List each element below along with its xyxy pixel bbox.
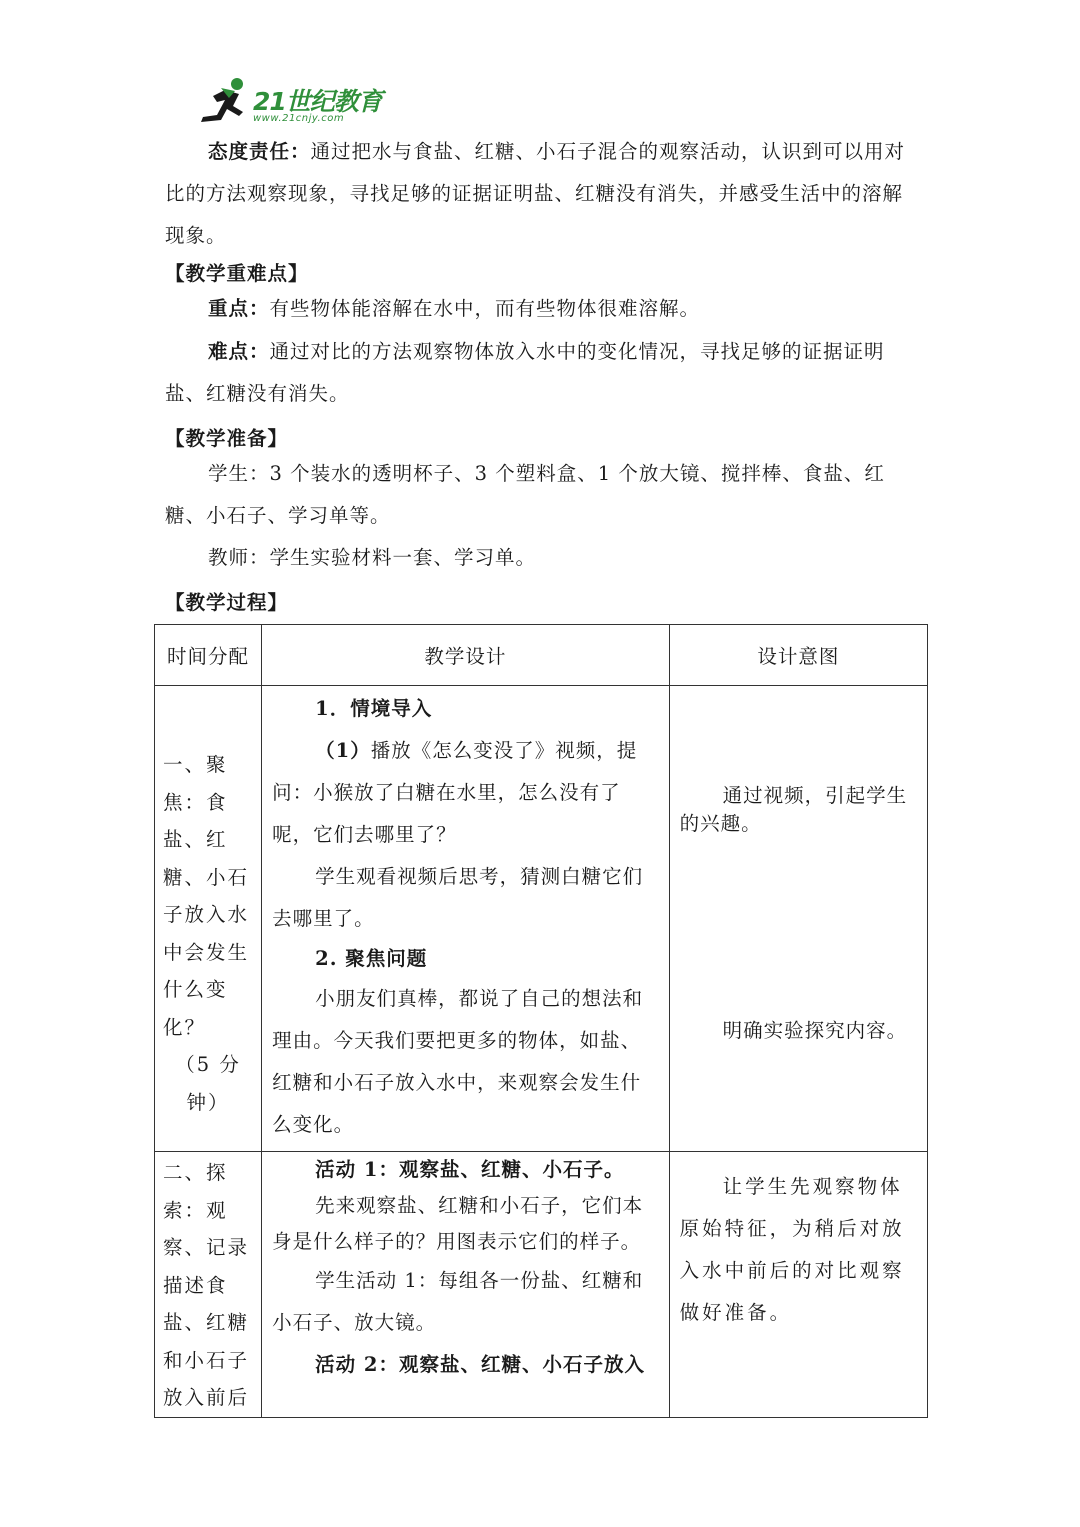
difficult-label: 难点：: [208, 340, 270, 363]
design-step-text: 播放《怎么变没了》视频，提问：小猴放了白糖在水里，怎么没有了呢，它们去哪里了？: [272, 739, 638, 846]
time-cell: [155, 686, 262, 1152]
attitude-label: 态度责任：: [208, 140, 311, 163]
header-design: 教学设计: [262, 625, 670, 686]
key-point-paragraph: [165, 288, 917, 330]
phase-title: 一、聚焦：食盐、红糖、小石子放入水中会发生什么变化？: [163, 753, 250, 1039]
duration: （5 分钟）: [175, 1053, 241, 1114]
difficult-text: 通过对比的方法观察物体放入水中的变化情况，寻找足够的证据证明盐、红糖没有消失。: [165, 340, 885, 405]
table-header-row: [155, 625, 928, 686]
intent-text: 通过视频，引起学生的兴趣。: [679, 784, 908, 835]
design-paragraph: 学生活动 1：每组各一份盐、红糖和小石子、放大镜。: [272, 1269, 644, 1334]
prep-heading: 【教学准备】: [165, 427, 289, 450]
logo-name: 21世纪教育: [253, 87, 382, 116]
design-cell: [262, 1152, 670, 1418]
design-subheading: 活动 2：观察盐、红糖、小石子放入: [315, 1353, 645, 1376]
attitude-paragraph: [165, 131, 917, 257]
intent-cell: [669, 1152, 927, 1418]
design-step-number: （1）: [315, 739, 371, 762]
logo: [195, 76, 395, 128]
design-paragraph: 小朋友们真棒，都说了自己的想法和理由。今天我们要把更多的物体，如盐、红糖和小石子放入水中，来观察会发生什么变化。: [272, 987, 644, 1136]
table-row: [155, 686, 928, 1152]
process-table: [154, 624, 928, 1418]
design-paragraph: 学生观看视频后思考，猜测白糖它们去哪里了。: [272, 865, 644, 930]
key-label: 重点：: [208, 297, 270, 320]
attitude-text: 通过把水与食盐、红糖、小石子混合的观察活动，认识到可以用对比的方法观察现象，寻找足够的证据证明盐、红糖没有消失，并感受生活中的溶解现象。: [165, 140, 906, 247]
intent-cell: [669, 686, 927, 1152]
design-paragraph: [272, 730, 659, 856]
process-heading: 【教学过程】: [165, 591, 289, 614]
logo-url: www.21cnjy.com: [253, 113, 345, 124]
design-cell: [262, 686, 670, 1152]
key-points-heading: 【教学重难点】: [165, 262, 309, 285]
table-row: [155, 1152, 928, 1418]
intent-text: 让学生先观察物体原始特征，为稍后对放入水中前后的对比观察做好准备。: [679, 1175, 905, 1324]
key-text: 有些物体能溶解在水中，而有些物体很难溶解。: [269, 297, 701, 320]
phase-title: 二、探索：观察、记录描述食盐、红糖和小石子放入前后: [163, 1161, 250, 1409]
design-subheading: 1．情境导入: [315, 697, 433, 720]
runner-logo-icon: [195, 76, 255, 128]
header-time: 时间分配: [155, 625, 262, 686]
header-intent: 设计意图: [669, 625, 927, 686]
design-paragraph: 先来观察盐、红糖和小石子，它们本身是什么样子的？用图表示它们的样子。: [272, 1194, 644, 1253]
design-subheading: 2. 聚焦问题: [315, 947, 428, 970]
intent-text: 明确实验探究内容。: [722, 1019, 908, 1042]
design-subheading: 活动 1：观察盐、红糖、小石子。: [315, 1158, 625, 1181]
time-cell: [155, 1152, 262, 1418]
teacher-prep: 教师：学生实验材料一套、学习单。: [208, 546, 537, 569]
student-prep: 学生：3 个装水的透明杯子、3 个塑料盒、1 个放大镜、搅拌棒、食盐、红糖、小石子、学习单等。: [165, 462, 885, 527]
difficult-point-paragraph: [165, 331, 917, 415]
